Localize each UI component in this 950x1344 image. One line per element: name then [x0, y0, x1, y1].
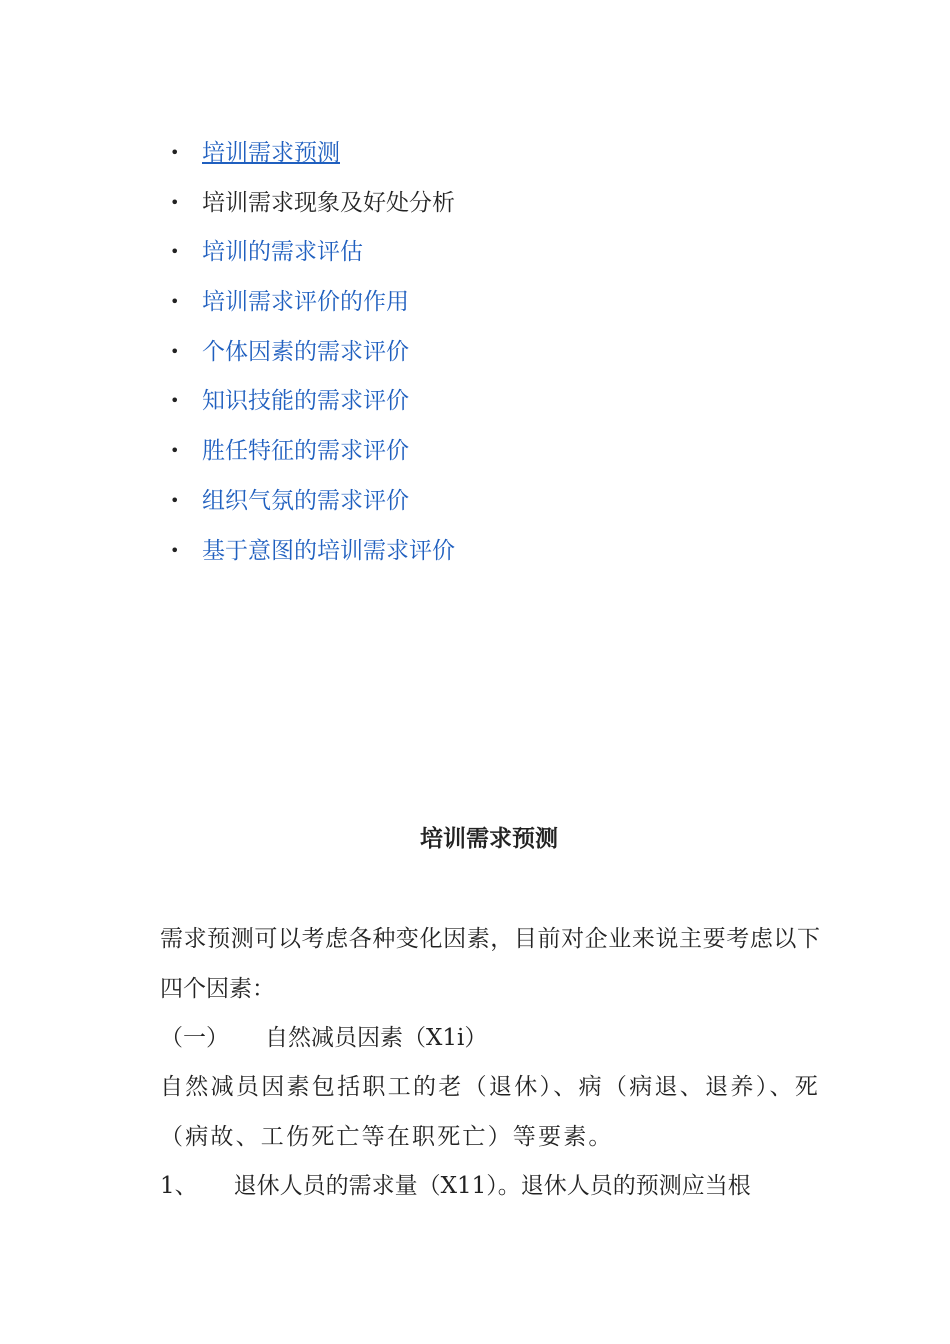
- toc-link-demand-assessment[interactable]: 培训的需求评估: [202, 239, 363, 266]
- bullet-icon: •: [170, 143, 180, 162]
- section-marker: （一）: [160, 1025, 229, 1051]
- item-number: 1、: [160, 1173, 198, 1199]
- bullet-icon: •: [170, 540, 180, 560]
- bullet-icon: •: [170, 292, 180, 312]
- section-heading: [160, 1014, 820, 1064]
- toc-link-competency[interactable]: 胜任特征的需求评价: [202, 438, 409, 465]
- toc-item[interactable]: [168, 235, 455, 285]
- bullet-icon: •: [170, 391, 180, 411]
- natural-attrition-paragraph: 自然减员因素包括职工的老（退休）、病（病退、退养）、死（病故、工伤死亡等在职死亡）等要素。: [160, 1074, 820, 1150]
- table-of-contents: [168, 136, 455, 583]
- section-heading-text: 自然减员因素（X1i）: [265, 1025, 488, 1051]
- toc-link-knowledge-skills[interactable]: 知识技能的需求评价: [202, 388, 409, 415]
- toc-item: [168, 186, 455, 236]
- toc-link-individual-factors[interactable]: 个体因素的需求评价: [202, 338, 409, 365]
- bullet-icon: •: [170, 341, 180, 361]
- bullet-icon: •: [170, 192, 180, 212]
- list-item: [160, 1162, 820, 1212]
- bullet-icon: •: [170, 490, 180, 510]
- bullet-icon: •: [170, 441, 180, 461]
- toc-item[interactable]: [168, 434, 455, 484]
- toc-item[interactable]: [168, 136, 455, 186]
- toc-link-organizational-climate[interactable]: 组织气氛的需求评价: [202, 487, 409, 514]
- toc-text-phenomenon-analysis: 培训需求现象及好处分析: [202, 189, 455, 216]
- toc-item[interactable]: [168, 384, 455, 434]
- toc-item[interactable]: [168, 285, 455, 335]
- bullet-icon: •: [170, 242, 180, 262]
- toc-link-training-demand-forecast[interactable]: 培训需求预测: [202, 140, 340, 166]
- toc-item[interactable]: [168, 534, 455, 584]
- toc-item[interactable]: [168, 484, 455, 534]
- toc-link-intent-based[interactable]: 基于意图的培训需求评价: [202, 537, 455, 564]
- toc-item[interactable]: [168, 335, 455, 385]
- item-text: 退休人员的需求量（X11）。退休人员的预测应当根: [233, 1173, 751, 1199]
- document-title: 培训需求预测: [420, 825, 558, 852]
- intro-paragraph: 需求预测可以考虑各种变化因素，目前对企业来说主要考虑以下四个因素：: [160, 926, 820, 1002]
- toc-link-evaluation-role[interactable]: 培训需求评价的作用: [202, 289, 409, 316]
